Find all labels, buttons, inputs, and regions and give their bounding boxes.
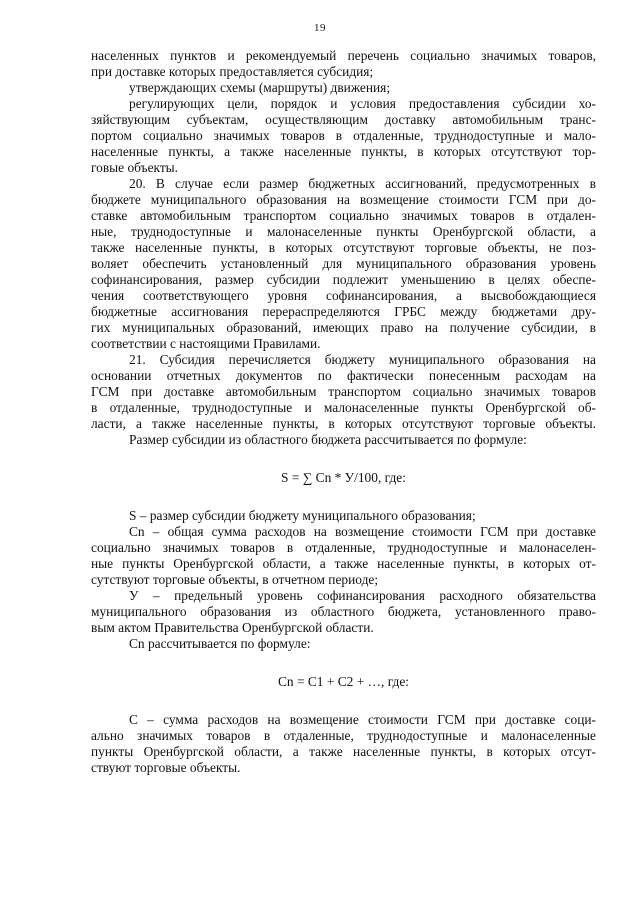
text-line: ные пункты Оренбургской области, а также населенные пункты, в которых от- [91, 556, 596, 571]
text-line: портом социально значимых товаров в отдаленные, труднодоступные и мало- [91, 128, 596, 143]
text-line: при доставке которых предоставляется субсидия; [91, 64, 374, 79]
text-line: в отдаленные, труднодоступные и малонаселенные пункты Оренбургской об- [91, 400, 596, 415]
formula: S = ∑ Cn * У/100, где: [281, 470, 406, 485]
text-line: ГСМ при доставке автомобильным транспортом социально значимых товаров [91, 384, 596, 399]
text-line: вым актом Правительства Оренбургской области. [91, 620, 374, 635]
text-line: чения соответствующего уровня софинансирования, а высвобождающиеся [91, 288, 596, 303]
paragraph-first-line: утверждающих схемы (маршруты) движения; [129, 80, 391, 95]
text-line: населенные пункты, а также населенные пункты, в которых отсутствуют тор- [91, 144, 596, 159]
text-line: зяйствующим субъектам, осуществляющим доставку автомобильным транс- [91, 112, 596, 127]
blank-spacer [91, 690, 596, 712]
text-line: ные, труднодоступные и малонаселенные пункты Оренбургской области, а [91, 224, 596, 239]
text-line: воляет обеспечить установленный для муниципального образования уровень [91, 256, 596, 271]
paragraph-first-line: S – размер субсидии бюджету муниципального образования; [129, 508, 476, 523]
paragraph-first-line: 20. В случае если размер бюджетных ассигнований, предусмотренных в [129, 176, 596, 191]
paragraph-first-line: регулирующих цели, порядок и условия предоставления субсидии хо- [129, 96, 596, 111]
text-line: также населенные пункты, в которых отсутствуют торговые объекты, не поз- [91, 240, 596, 255]
text-line: бюджетные ассигнования перераспределяются ГРБС между бюджетами дру- [91, 304, 596, 319]
text-line: ставке автомобильным транспортом социально значимых товаров в отдален- [91, 208, 596, 223]
text-line: социально значимых товаров в отдаленные, труднодоступные и малонаселен- [91, 540, 596, 555]
text-line: пункты Оренбургской области, а также населенные пункты, в которых отсут- [91, 744, 596, 759]
paragraph-first-line: Cn – общая сумма расходов на возмещение стоимости ГСМ при доставке [129, 524, 596, 539]
text-line: бюджете муниципального образования на возмещение стоимости ГСМ при до- [91, 192, 596, 207]
text-line: ствуют торговые объекты. [91, 760, 241, 775]
text-line: соответствии с настоящими Правилами. [91, 336, 321, 351]
text-line: муниципального образования из областного бюджета, установленного право- [91, 604, 596, 619]
blank-spacer [91, 652, 596, 674]
text-line: говые объекты. [91, 160, 179, 175]
text-line: сутствуют торговые объекты, в отчетном периоде; [91, 572, 379, 587]
text-line: гих муниципальных образований, имеющих право на получение субсидии, в [91, 320, 596, 335]
page-number: 19 [314, 22, 326, 34]
text-line: софинансирования, размер субсидии подлежит уменьшению в целях обеспе- [91, 272, 596, 287]
paragraph-first-line: У – предельный уровень софинансирования расходного обязательства [129, 588, 596, 603]
paragraph-first-line: 21. Субсидия перечисляется бюджету муниципального образования на [129, 352, 596, 367]
paragraph-first-line: Cn рассчитывается по формуле: [129, 636, 311, 651]
document-body [91, 48, 596, 776]
paragraph-first-line: Размер субсидии из областного бюджета рассчитывается по формуле: [129, 432, 527, 447]
formula: Cn = C1 + C2 + …, где: [277, 674, 409, 689]
blank-spacer [91, 448, 596, 470]
blank-spacer [91, 486, 596, 508]
text-line: населенных пунктов и рекомендуемый перечень социально значимых товаров, [91, 48, 596, 63]
text-line: ально значимых товаров в отдаленные, труднодоступные и малонаселенные [91, 728, 596, 743]
text-line: ласти, а также населенные пункты, в которых отсутствуют торговые объекты. [91, 416, 596, 431]
paragraph-first-line: C – сумма расходов на возмещение стоимости ГСМ при доставке соци- [129, 712, 596, 727]
text-line: основании отчетных документов по фактически понесенным расходам на [91, 368, 596, 383]
